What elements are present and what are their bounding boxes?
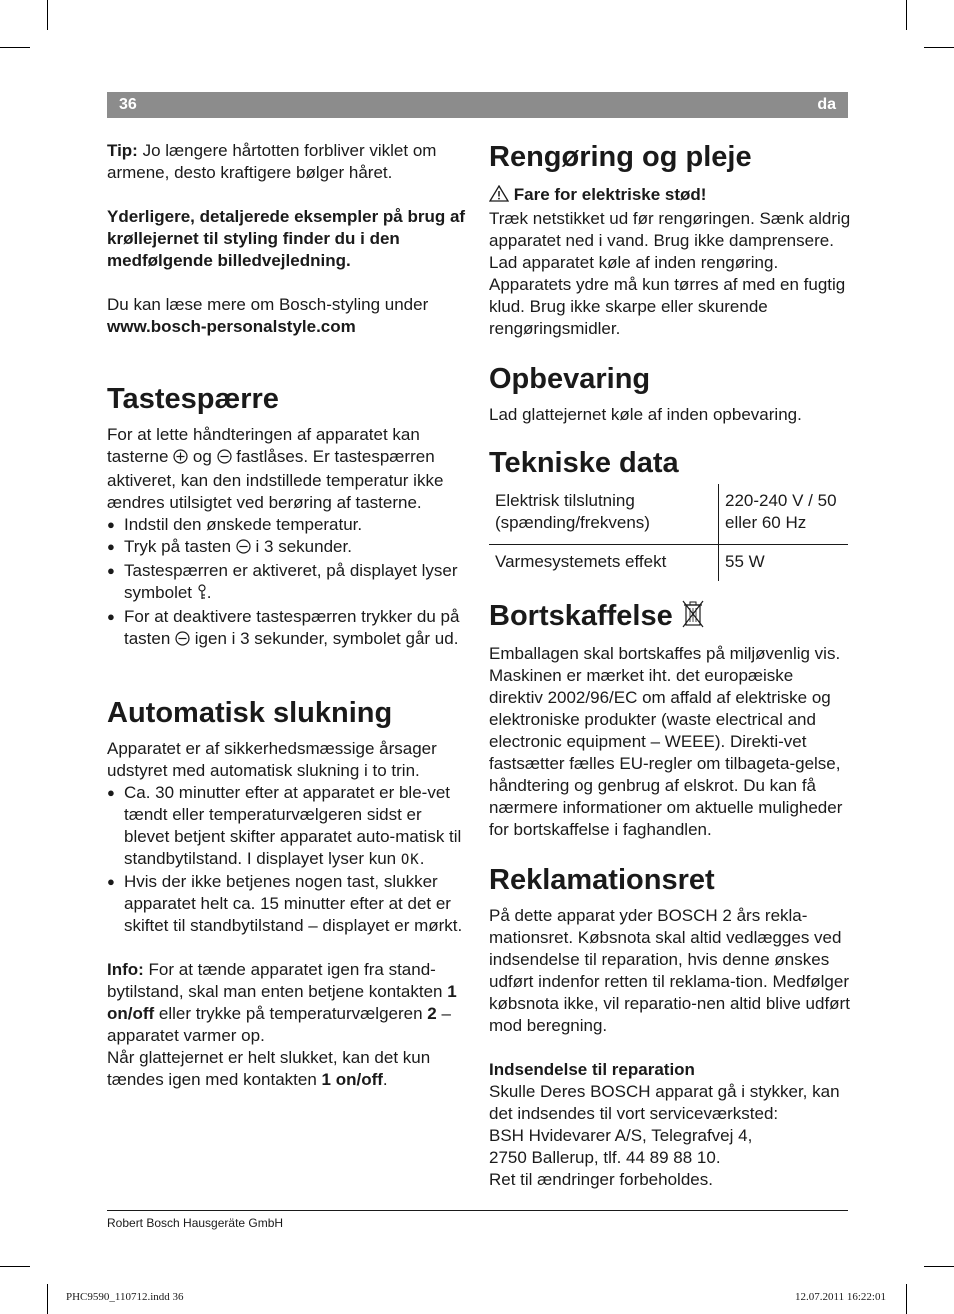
crop-mark <box>47 0 48 30</box>
disposal-heading: Bortskaffelse <box>489 599 851 637</box>
info-paragraph: Info: For at tænde apparatet igen fra stand-bytilstand, skal man enten betjene kontakten 1 on/off eller trykke på temperaturvælgeren 2 – apparatet varmer op. <box>107 960 457 1045</box>
list-item: ● Tastespærren er aktiveret, på displayet lyser symbolet . <box>107 560 467 606</box>
repair-disclaimer: Ret til ændringer forbeholdes. <box>489 1170 713 1189</box>
list-item: ● Ca. 30 minutter efter at apparatet er ble-vet tændt eller temperaturvælgeren sidst er blevet betjent skifter apparatet auto-matisk til standbytilstand. I displayet lyser kun OK. <box>107 782 467 871</box>
tip-paragraph <box>107 140 467 184</box>
info-paragraph-2: Når glattejernet er helt slukket, kan det kun tændes igen med kontakten 1 on/off. <box>107 1048 431 1089</box>
table-cell-value: 220-240 V / 50 eller 60 Hz <box>719 484 849 545</box>
table-cell-label: Varmesystemets effekt <box>489 545 719 582</box>
repair-city-phone: 2750 Ballerup, tlf. 44 89 88 10. <box>489 1148 721 1167</box>
plus-key-icon <box>173 448 188 470</box>
tip-label: Tip: <box>107 141 138 160</box>
left-column <box>107 140 467 1091</box>
auto-off-intro: Apparatet er af sikkerhedsmæssige årsager udstyret med automatisk slukning i to trin. <box>107 739 437 780</box>
footer-divider <box>107 1210 848 1211</box>
crop-mark <box>906 1284 907 1314</box>
crop-mark <box>924 47 954 48</box>
more-info-text: Du kan læse mere om Bosch-styling under <box>107 295 429 314</box>
print-slug-file: PHC9590_110712.indd 36 <box>66 1291 184 1303</box>
list-item: ● Tryk på tasten i 3 sekunder. <box>107 536 467 560</box>
list-item: ● Indstil den ønskede temperatur. <box>107 514 467 536</box>
bosch-url-link[interactable]: www.bosch-personalstyle.com <box>107 317 356 336</box>
keylock-intro: For at lette håndteringen af apparatet kan tasterne og fastlåses. Er tastespærren aktiveret, kan den indstillede temperatur ikke ændres utilsigtet ved berøring af tasterne. <box>107 425 444 512</box>
tip-text: Jo længere hårtotten forbliver viklet om armene, desto kraftigere bølger håret. <box>107 141 437 182</box>
key-lock-symbol-icon <box>197 584 207 606</box>
display-ok-code: OK <box>400 852 420 868</box>
auto-off-heading: Automatisk slukning <box>107 697 393 729</box>
minus-key-icon <box>236 538 251 560</box>
language-code: da <box>817 96 836 113</box>
table-row <box>489 545 848 582</box>
crop-mark <box>47 1284 48 1314</box>
repair-text: Skulle Deres BOSCH apparat gå i stykker, kan det indsendes til vort serviceværksted: <box>489 1082 840 1123</box>
cleaning-heading: Rengøring og pleje <box>489 141 752 173</box>
list-item: ● For at deaktivere tastespærren trykker du på tasten igen i 3 sekunder, symbolet går ud. <box>107 606 467 652</box>
repair-address: BSH Hvidevarer A/S, Telegrafvej 4, <box>489 1126 753 1145</box>
styling-guide-note: Yderligere, detaljerede eksempler på brug af krøllejernet til styling finder du i den medfølgende billedvejledning. <box>107 207 466 270</box>
auto-off-steps <box>107 782 467 937</box>
table-cell-label: Elektrisk tilslutning (spænding/frekvens) <box>489 484 719 545</box>
tech-data-table <box>489 484 848 581</box>
crop-mark <box>924 1266 954 1267</box>
disposal-text: Emballagen skal bortskaffes på miljøvenlig vis. Maskinen er mærket iht. det europæiske direktiv 2002/96/EC om affald af elektriske og elektroniske produkter (waste electrical and electronic equipment – WEEE). Direkti-vet fastsætter fælles EU-regler om tilbageta-gelse, håndtering og genbrug af elskrot. Du kan få nærmere informationer om aktuelle muligheder for bortskaffelse i faghandlen. <box>489 644 843 839</box>
minus-key-icon <box>217 448 232 470</box>
crop-mark <box>906 0 907 30</box>
minus-key-icon <box>175 630 190 652</box>
warning-triangle-icon <box>489 185 509 208</box>
footer-company: Robert Bosch Hausgeräte GmbH <box>107 1216 284 1230</box>
right-column <box>489 140 851 1191</box>
warranty-heading: Reklamationsret <box>489 864 715 896</box>
keylock-heading: Tastespærre <box>107 383 279 415</box>
storage-heading: Opbevaring <box>489 363 651 395</box>
storage-text: Lad glattejernet køle af inden opbevaring. <box>489 405 802 424</box>
table-cell-value: 55 W <box>725 552 765 571</box>
cleaning-text: Træk netstikket ud før rengøringen. Sænk aldrig apparatet ned i vand. Brug ikke damprensere. Lad apparatet køle af inden rengøring. Apparatets ydre må kun tørres af med en fugtig klud. Brug ikke skarpe eller skurende rengøringsmidler. <box>489 209 851 338</box>
keylock-steps <box>107 514 467 652</box>
crop-mark <box>0 47 30 48</box>
page-header <box>107 92 848 118</box>
warning-line: Fare for elektriske stød! <box>489 184 851 208</box>
crossed-bin-icon <box>681 599 705 637</box>
page-number: 36 <box>119 96 137 113</box>
crop-mark <box>0 1266 30 1267</box>
repair-heading: Indsendelse til reparation <box>489 1060 695 1079</box>
print-slug-date: 12.07.2011 16:22:01 <box>795 1291 886 1303</box>
tech-data-heading: Tekniske data <box>489 447 679 479</box>
table-row <box>489 484 848 545</box>
list-item: ● Hvis der ikke betjenes nogen tast, slukker apparatet helt ca. 15 minutter efter at det er skiftet til standbytilstand – displayet er mørkt. <box>107 871 467 937</box>
warranty-text: På dette apparat yder BOSCH 2 års rekla-mationsret. Købsnota skal altid vedlægges ved indsendelse til reparation, hvis denne ønskes udført indenfor retten til reklama-tion. Medfølger købsnota ikke, vil reparatio-nen altid blive udført mod beregning. <box>489 906 850 1035</box>
